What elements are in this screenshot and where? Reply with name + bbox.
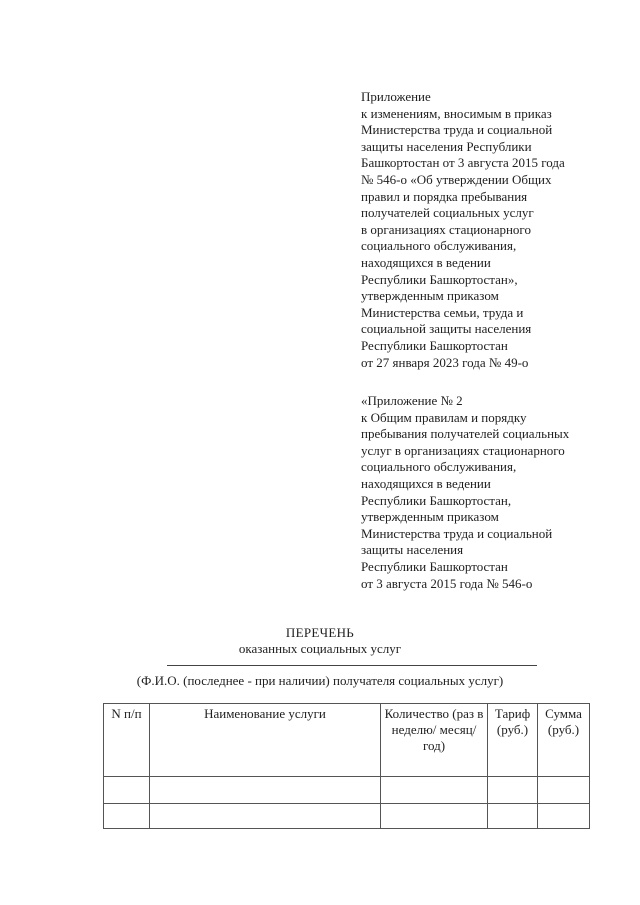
document-subtitle: оказанных социальных услуг (238, 641, 402, 656)
services-table (103, 703, 590, 829)
header-quantity: Количество (раз в неделю/ месяц/год) (381, 704, 488, 777)
table-cell (150, 777, 381, 804)
table-cell (104, 777, 150, 804)
attachment-line: социального обслуживания, (361, 238, 517, 254)
rules-attachment-block (361, 393, 631, 592)
attachment-line: Республики Башкортостан, (361, 492, 512, 508)
attachment-line: услуг в организациях стационарного (361, 442, 565, 458)
attachment-line: защиты населения (361, 542, 464, 558)
attachment-line: Министерства труда и социальной (361, 525, 553, 541)
attachment-line: от 27 января 2023 года № 49-о (361, 354, 529, 370)
table-cell (381, 804, 488, 829)
document-title: ПЕРЕЧЕНЬ (285, 625, 355, 640)
table-cell (381, 777, 488, 804)
table-cell (538, 804, 590, 829)
fio-underline (167, 665, 537, 666)
attachment-line: к Общим правилам и порядку (361, 409, 527, 425)
attachment-line: «Приложение № 2 (361, 393, 463, 408)
table-cell (488, 804, 538, 829)
attachment-line: Республики Башкортостан», (361, 271, 518, 287)
attachment-line: № 546-о «Об утверждении Общих (361, 171, 552, 187)
attachment-line: Республики Башкортостан (361, 558, 508, 574)
table-cell (538, 777, 590, 804)
header-sum: Сумма (руб.) (538, 704, 590, 777)
table-cell (488, 777, 538, 804)
attachment-line: Башкортостан от 3 августа 2015 года (361, 155, 565, 171)
attachment-line: социального обслуживания, (361, 459, 517, 475)
attachment-line: в организациях стационарного (361, 221, 531, 237)
table-cell (150, 804, 381, 829)
attachment-line: находящихся в ведении (361, 254, 491, 270)
attachment-line: защиты населения Республики (361, 138, 532, 154)
attachment-line: к изменениям, вносимым в приказ (361, 105, 552, 121)
attachment-line: находящихся в ведении (361, 475, 491, 491)
header-service-name: Наименование услуги (150, 704, 381, 777)
table-row (104, 777, 590, 804)
attachment-line: Республики Башкортостан (361, 337, 508, 353)
attachment-line: Приложение (361, 89, 431, 104)
table-row (104, 804, 590, 829)
header-tariff: Тариф (руб.) (488, 704, 538, 777)
attachment-line: социальной защиты населения (361, 321, 532, 337)
attachment-line: получателей социальных услуг (361, 205, 534, 221)
fio-caption: (Ф.И.О. (последнее - при наличии) получателя социальных услуг) (136, 673, 504, 688)
attachment-line: правил и порядка пребывания (361, 188, 528, 204)
amendment-attachment-block (361, 89, 631, 371)
attachment-line: утвержденным приказом (361, 509, 499, 525)
table-cell (104, 804, 150, 829)
attachment-line: от 3 августа 2015 года № 546-о (361, 575, 533, 591)
attachment-line: пребывания получателей социальных (361, 426, 570, 442)
table-header-row (104, 704, 590, 777)
header-number: N п/п (104, 704, 150, 777)
attachment-line: Министерства труда и социальной (361, 122, 553, 138)
attachment-line: Министерства семьи, труда и (361, 304, 524, 320)
attachment-line: утвержденным приказом (361, 288, 499, 304)
